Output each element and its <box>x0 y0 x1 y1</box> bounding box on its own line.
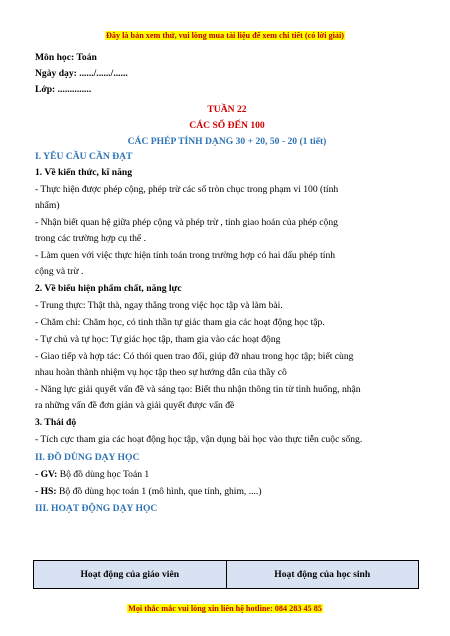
objective-line: - Làm quen với việc thực hiện tính toán trong trường hợp có hai dấu phép tính <box>35 250 336 261</box>
subsection-1-3: 3. Thái độ <box>35 417 77 428</box>
subsection-1-1: 1. Về kiến thức, kĩ năng <box>35 167 133 178</box>
document-content <box>35 51 419 516</box>
quality-line: ra những vấn đề đơn giản và giải quyết được vấn đề <box>35 400 235 411</box>
quality-line: - Trung thực: Thật thà, ngay thẳng trong việc học tập và làm bài. <box>35 300 283 311</box>
objective-line: trong các trường hợp cụ thể . <box>35 233 146 244</box>
subject-line: Môn học: Toán <box>35 52 97 63</box>
subsection-1-2: 2. Về biểu hiện phẩm chất, năng lực <box>35 283 182 294</box>
hotline-banner-text: Mọi thắc mắc vui lòng xin liên hệ hotline: 084 283 45 85 <box>128 604 322 613</box>
teacher-activity-header: Hoạt động của giáo viên <box>34 561 227 589</box>
quality-line: - Tự chủ và tự học: Tự giác học tập, tham gia vào các hoạt động <box>35 334 281 345</box>
class-line: Lớp: .............. <box>35 84 92 95</box>
attitude-line: - Tích cực tham gia các hoạt động học tập, vận dụng bài học vào thực tiễn cuộc sống. <box>35 434 363 445</box>
lesson-title: CÁC PHÉP TÍNH DẠNG 30 + 20, 50 - 20 (1 tiết) <box>127 136 327 147</box>
student-activity-header: Hoạt động của học sinh <box>226 561 419 589</box>
section-1-heading: I. YÊU CẦU CẦN ĐẠT <box>35 151 133 162</box>
teacher-label: - GV: <box>35 469 58 480</box>
objective-line: nhẩm) <box>35 200 60 211</box>
hotline-banner <box>0 604 450 614</box>
date-line: Ngày dạy: ....../....../...... <box>35 68 128 79</box>
section-3-heading: III. HOẠT ĐỘNG DẠY HỌC <box>35 503 158 514</box>
week-title: TUẦN 22 <box>207 104 247 115</box>
quality-line: - Giao tiếp và hợp tác: Có thói quen trao đổi, giúp đỡ nhau trong học tập; biết cùng <box>35 351 354 362</box>
teacher-materials-line <box>35 468 419 482</box>
section-2-heading: II. ĐỒ DÙNG DẠY HỌC <box>35 452 140 463</box>
table-header-row <box>34 561 419 589</box>
preview-banner <box>0 31 450 41</box>
quality-line: - Năng lực giải quyết vấn đề và sáng tạo: Biết thu nhận thông tin từ tình huống, nhận <box>35 384 361 395</box>
activity-table <box>33 560 419 589</box>
student-label: - HS: <box>35 486 57 497</box>
preview-banner-text: Đây là bản xem thử, vui lòng mua tài liệu để xem chi tiết (có lời giải) <box>105 31 344 40</box>
objective-line: - Thực hiện được phép cộng, phép trừ các số tròn chục trong phạm vi 100 (tính <box>35 184 339 195</box>
student-materials: Bộ đồ dùng học toán 1 (mô hình, que tính, ghim, ....) <box>56 486 262 497</box>
chapter-title: CÁC SỐ ĐẾN 100 <box>189 120 265 131</box>
student-materials-line <box>35 485 419 499</box>
objective-line: - Nhận biết quan hệ giữa phép cộng và phép trừ , tính giao hoán của phép cộng <box>35 217 338 228</box>
quality-line: nhau hoàn thành nhiệm vụ học tập theo sự hướng dẫn của thầy cô <box>35 367 287 378</box>
quality-line: - Chăm chỉ: Chăm học, có tinh thần tự giác tham gia các hoạt động học tập. <box>35 317 325 328</box>
objective-line: cộng và trừ . <box>35 266 84 277</box>
teacher-materials: Bộ đồ dùng học Toán 1 <box>57 469 150 480</box>
